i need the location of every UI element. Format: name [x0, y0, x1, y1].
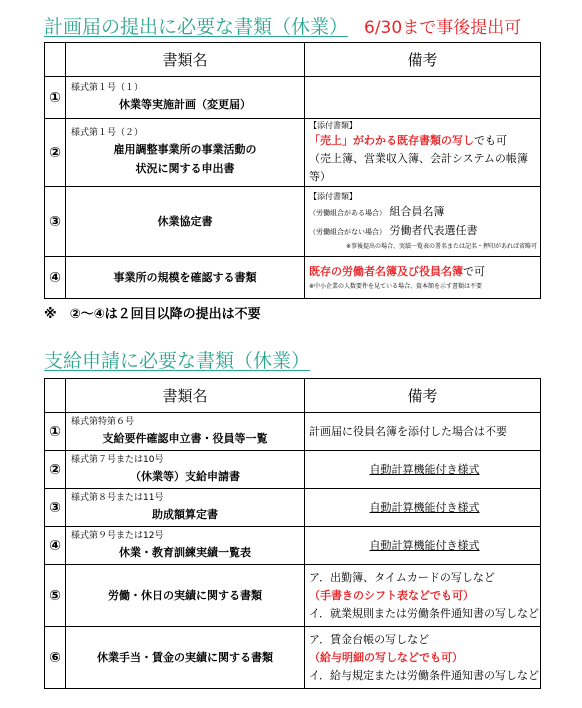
document-cell	[66, 119, 305, 187]
row-number: ④	[45, 257, 66, 299]
footnote: ※ ②～④は２回目以降の提出は不要	[44, 307, 261, 322]
row-number: ⑤	[45, 565, 66, 627]
remark-cell	[305, 77, 541, 119]
header-blank	[45, 379, 66, 413]
remark-highlight: 「売上」がわかる既存書類の写し	[309, 134, 474, 147]
remark-highlight: 既存の労働者名簿及び役員名簿	[309, 264, 463, 278]
document-name: （休業等）支給申請書	[130, 469, 240, 483]
remark-cell: 計画届に役員名簿を添付した場合は不要	[305, 413, 541, 451]
row-number: ①	[45, 77, 66, 119]
remark-note: ※事後提出の場合、実績一覧表の署名または記名・押印があれば省略可	[345, 243, 537, 250]
table-row	[45, 413, 541, 451]
form-number: 様式第特第６号	[71, 416, 135, 427]
plan-documents-table	[44, 42, 541, 299]
section2-heading: 支給申請に必要な書類（休業）	[44, 350, 311, 372]
section2-heading-row	[44, 346, 310, 373]
table-header-row	[45, 43, 541, 77]
document-cell	[66, 527, 305, 565]
document-name: 休業協定書	[66, 187, 305, 257]
table-row	[45, 527, 541, 565]
table-row	[45, 489, 541, 527]
attachment-tag: 【添付書類】	[309, 192, 357, 201]
document-name: 助成額算定書	[152, 507, 218, 521]
table-row	[45, 627, 541, 689]
table-header-row	[45, 379, 541, 413]
remark-line1: ア．賃金台帳の写しなど	[309, 632, 430, 646]
form-number: 様式第８号または11号	[71, 492, 164, 503]
form-number: 様式第７号または10号	[71, 454, 164, 465]
remark-note: ※中小企業の人数要件を見ている場合、資本額を示す書類は不要	[309, 282, 483, 290]
table-row	[45, 119, 541, 187]
document-name: 雇用調整事業所の事業活動の	[113, 143, 257, 156]
remark-cell	[305, 187, 541, 257]
remark-cell	[305, 119, 541, 187]
document-name: 休業手当・賃金の実績に関する書類	[66, 627, 305, 689]
table-row	[45, 257, 541, 299]
row-number: ③	[45, 489, 66, 527]
document-name: 労働・休日の実績に関する書類	[66, 565, 305, 627]
document-cell	[66, 451, 305, 489]
header-document-name: 書類名	[66, 379, 305, 413]
document-name: 休業・教育訓練実績一覧表	[119, 545, 251, 559]
remark-cell: 自動計算機能付き様式	[305, 451, 541, 489]
remark-cell: 自動計算機能付き様式	[305, 489, 541, 527]
header-blank	[45, 43, 66, 77]
row-number: ②	[45, 119, 66, 187]
form-number: 様式第１号（１）	[71, 82, 144, 93]
form-number: 様式第９号または12号	[71, 530, 164, 541]
header-document-name: 書類名	[66, 43, 305, 77]
remark-cell	[305, 565, 541, 627]
table-row	[45, 187, 541, 257]
remark-cell	[305, 627, 541, 689]
condition-union: （労働組合がある場合）	[309, 209, 386, 217]
table-row	[45, 565, 541, 627]
row-number: ⑥	[45, 627, 66, 689]
header-remarks: 備考	[305, 43, 541, 77]
document-name-line2: 状況に関する申出書	[135, 162, 235, 175]
row-number: ①	[45, 413, 66, 451]
document-name: 事業所の規模を確認する書類	[66, 257, 305, 299]
remark-line2: （売上簿、営業収入簿、会計システムの帳簿等）	[309, 152, 528, 183]
row-number: ②	[45, 451, 66, 489]
remark-highlight: （手書きのシフト表などでも可）	[309, 588, 474, 602]
union-member-list: 組合員名簿	[389, 205, 445, 218]
representative-form: 労働者代表選任書	[389, 224, 478, 237]
remark-cell	[305, 257, 541, 299]
document-cell	[66, 413, 305, 451]
remark-tail: で可	[463, 264, 485, 278]
deadline-note: 6/30まで事後提出可	[364, 18, 522, 38]
application-documents-table	[44, 378, 541, 689]
remark-line3: イ．就業規則または労働条件通知書の写しなど	[309, 606, 540, 620]
remark-cell: 自動計算機能付き様式	[305, 527, 541, 565]
document-name: 休業等実施計画（変更届）	[119, 97, 251, 111]
header-remarks: 備考	[305, 379, 541, 413]
document-cell	[66, 489, 305, 527]
remark-line3: イ．給与規定または労働条件通知書の写しなど	[309, 668, 540, 682]
attachment-tag: 【添付書類】	[309, 121, 357, 130]
remark-line1: ア．出勤簿、タイムカードの写しなど	[309, 570, 495, 584]
remark-tail: でも可	[474, 134, 507, 147]
table-row	[45, 77, 541, 119]
condition-no-union: （労働組合がない場合）	[309, 228, 386, 236]
document-cell	[66, 77, 305, 119]
document-name: 支給要件確認申立書・役員等一覧	[102, 431, 268, 445]
form-number: 様式第１号（２）	[71, 128, 144, 138]
section1-heading: 計画届の提出に必要な書類（休業）	[44, 16, 349, 38]
remark-highlight: （給与明細の写しなどでも可）	[309, 650, 463, 664]
table-row	[45, 451, 541, 489]
row-number: ④	[45, 527, 66, 565]
section1-heading-row	[44, 12, 521, 39]
row-number: ③	[45, 187, 66, 257]
